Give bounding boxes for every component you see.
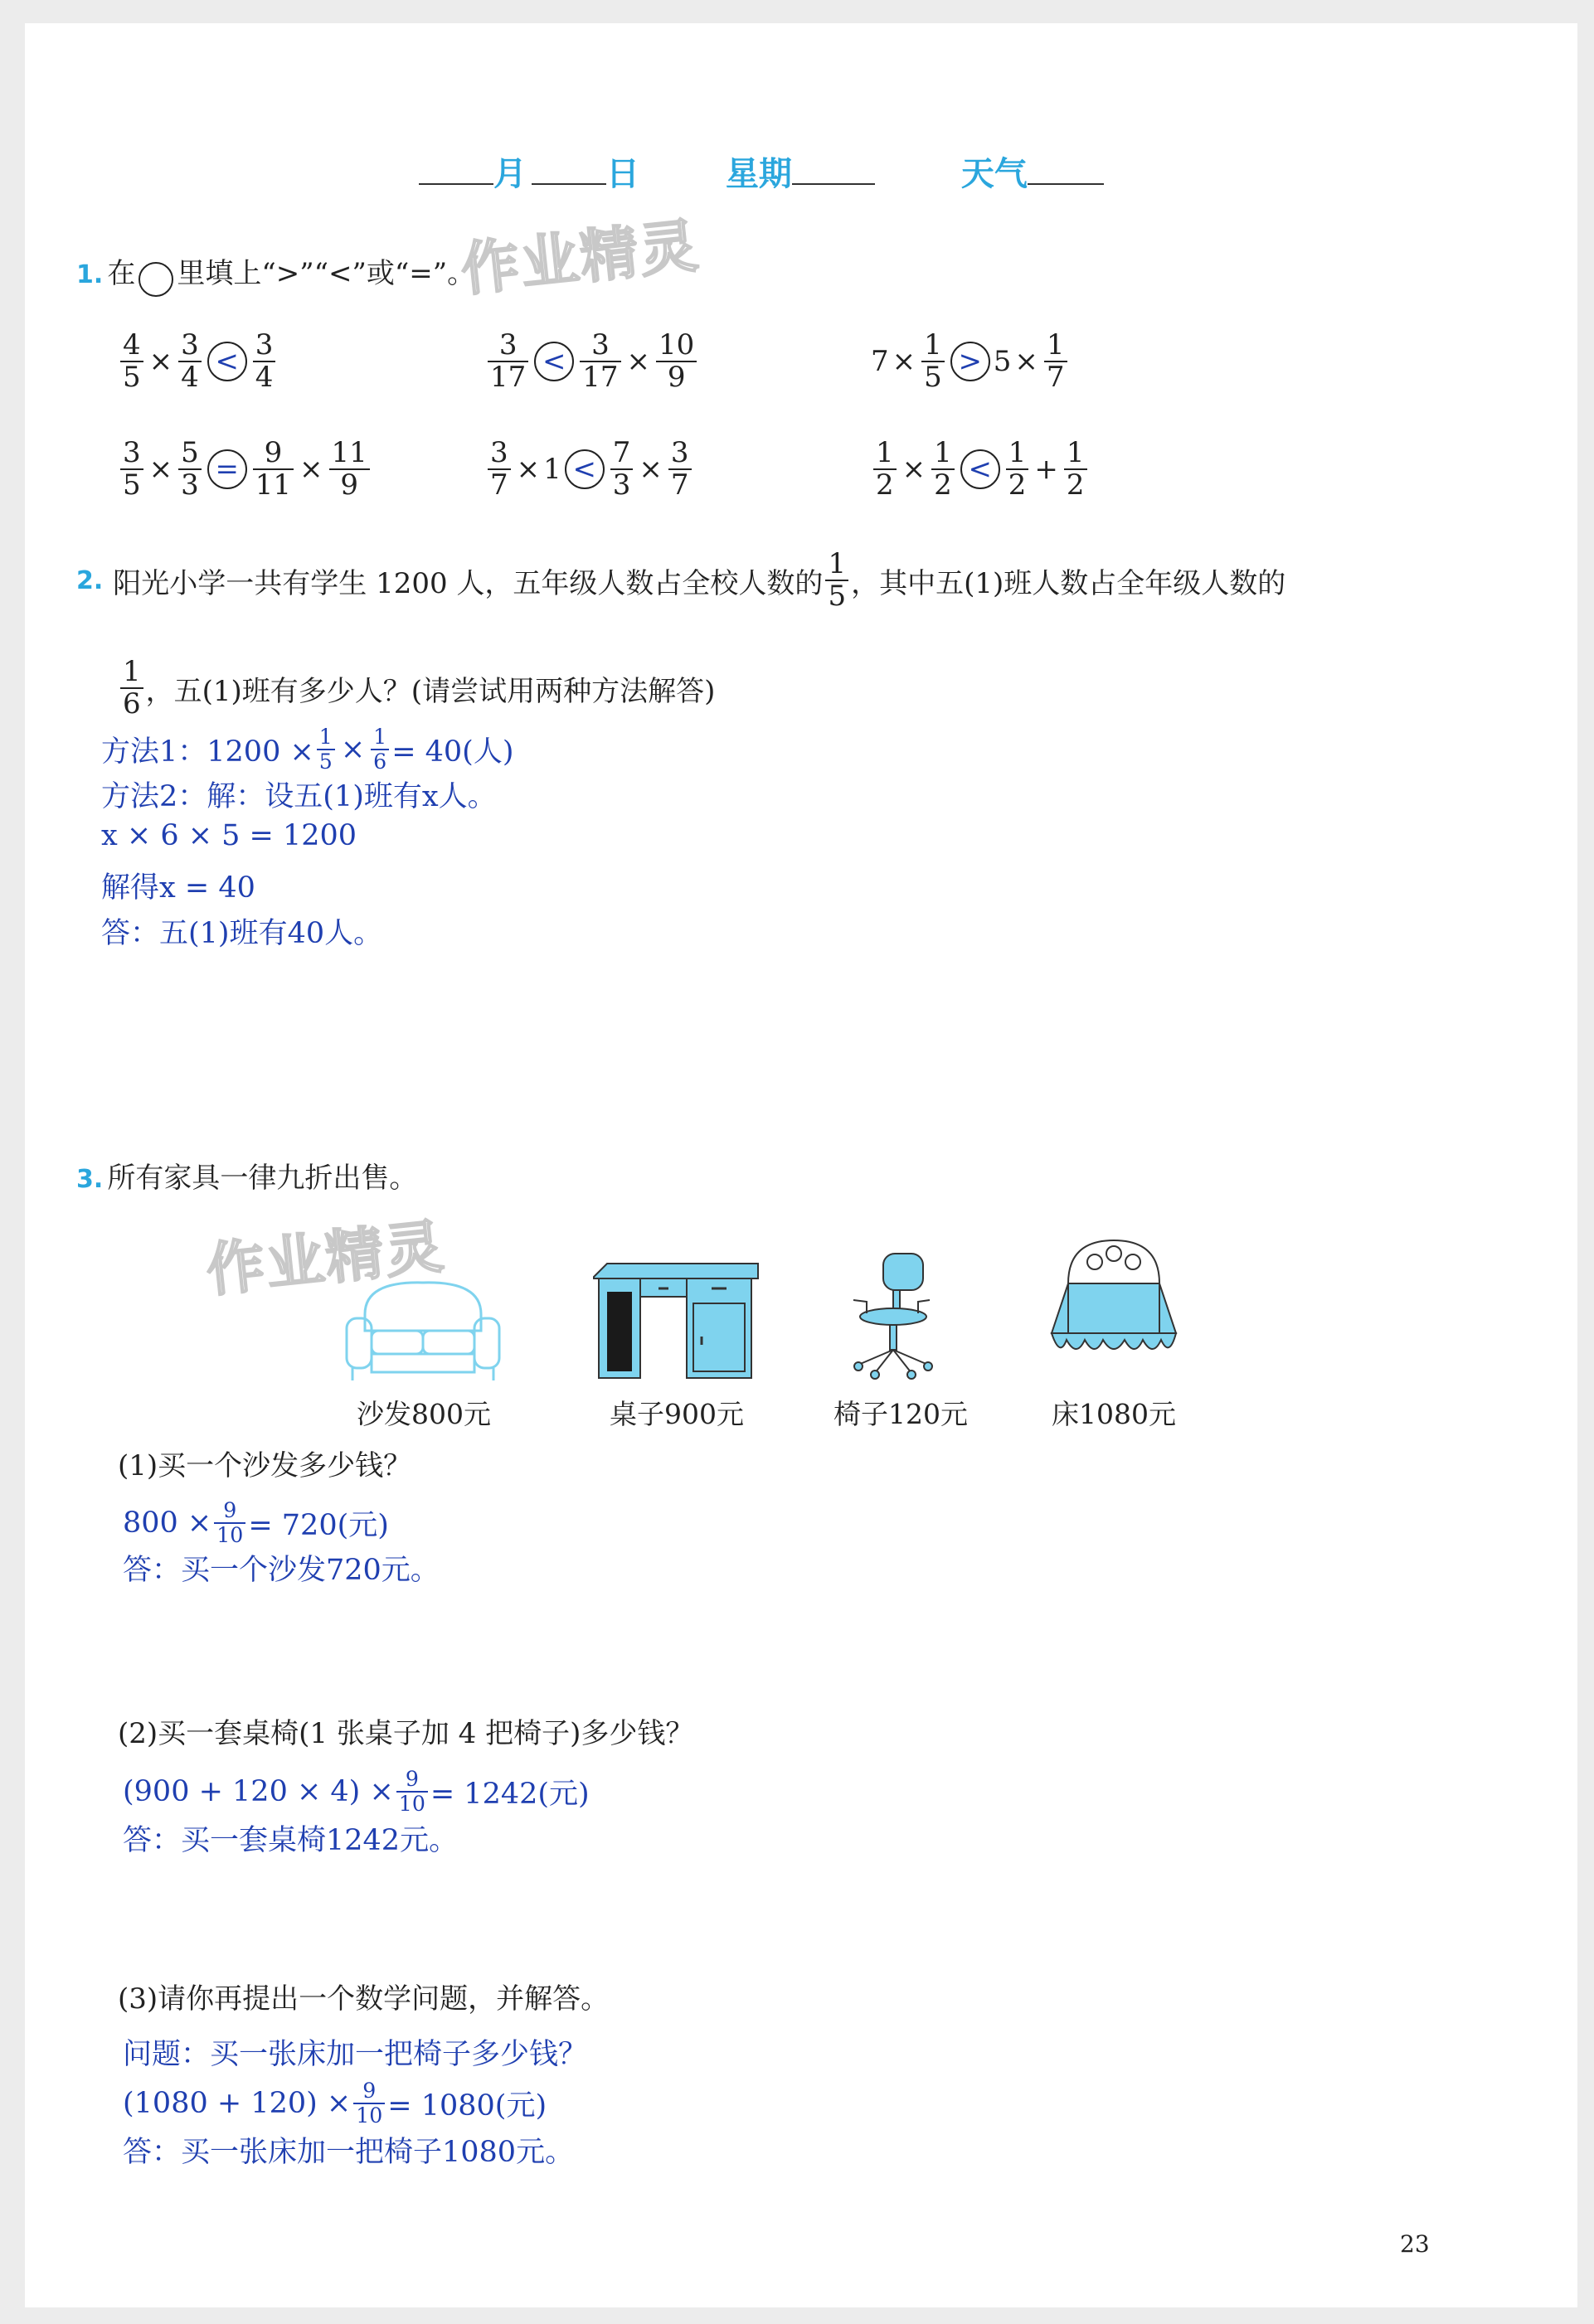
q2-text-line2: $\frac{1}{6}$ ，五(1)班有多少人？(请尝试用两种方法解答) (118, 657, 715, 720)
page-number: 23 (1400, 2230, 1430, 2258)
q3-sub1-calc-prefix: 800 × (123, 1506, 212, 1540)
q2-text-c: ，五(1)班有多少人？(请尝试用两种方法解答) (145, 674, 716, 708)
weather-label: 天气 (960, 155, 1028, 193)
desk-icon (589, 1259, 763, 1383)
q2-text-line1: 2. 阳光小学一共有学生 1200 人，五年级人数占全校人数的 $\frac{1}{5}$ ，其中五(1)班人数占全年级人数的 (76, 547, 1286, 614)
q2-answer: 答：五(1)班有40人。 (101, 917, 383, 950)
compare-circle[interactable]: < (207, 342, 247, 381)
q2-number: 2. (76, 565, 104, 595)
sofa-icon (340, 1273, 506, 1389)
weekday-label: 星期 (725, 155, 792, 193)
q3-sub3-question: (3)请你再提出一个数学问题，并解答。 (118, 1982, 610, 2016)
q3-sub2-calc-suffix: = 1242(元) (430, 1777, 590, 1811)
q1-item-4: $\frac{3}{5}$ × $\frac{5}{3}$ = $\frac{9}{11}$ × $\frac{11}{9}$ (118, 438, 372, 502)
q2-method1-suffix: = 40(人) (391, 735, 514, 769)
q3-prompt: 所有家具一律九折出售。 (107, 1162, 418, 1195)
chair-price: 椅子120元 (833, 1398, 968, 1430)
q2-method1: 方法1：1200 × $\frac{1}{5}$ × $\frac{1}{6}$ = 40(人) (101, 725, 514, 774)
q3-sub1-calc: 800 × $\frac{9}{10}$ = 720(元) (123, 1498, 389, 1547)
q2-method1-prefix: 方法1：1200 × (101, 735, 314, 769)
q1-item-1: $\frac{4}{5}$ × $\frac{3}{4}$ < $\frac{3}{4}$ (118, 330, 278, 394)
q3-sub3-answer: 答：买一张床加一把椅子1080元。 (123, 2136, 575, 2169)
q2-text-a: 阳光小学一共有学生 1200 人，五年级人数占全校人数的 (113, 566, 824, 600)
day-blank[interactable] (532, 158, 606, 185)
q3-sub2-question: (2)买一套桌椅(1 张桌子加 4 把椅子)多少钱？ (118, 1717, 694, 1750)
q1-prompt-after: 里填上“>”“<”或“=”。 (177, 257, 476, 290)
q1-item-2: $\frac{3}{17}$ < $\frac{3}{17}$ × $\frac{10}{9}$ (485, 330, 699, 394)
q2-equation: x × 6 × 5 = 1200 (101, 819, 357, 852)
q1-prompt-before: 在 (107, 257, 136, 290)
day-label: 日 (606, 155, 639, 193)
q3-sub2-calc-prefix: (900 + 120 × 4) × (123, 1774, 394, 1808)
watermark: 作业精灵 (203, 1212, 449, 1305)
blank-circle-icon (139, 262, 173, 297)
q3-sub3-calc-suffix: = 1080(元) (387, 2089, 547, 2123)
q1-item-5: $\frac{3}{7}$ × 1 < $\frac{7}{3}$ × $\frac{3}{7}$ (485, 438, 694, 502)
bed-price: 床1080元 (1052, 1398, 1176, 1430)
month-label: 月 (493, 155, 527, 193)
q3-sub2-answer: 答：买一套桌椅1242元。 (123, 1824, 459, 1857)
q3-sub1-question: (1)买一个沙发多少钱？ (118, 1449, 412, 1482)
q1-item-6: $\frac{1}{2}$ × $\frac{1}{2}$ < $\frac{1}{2}$ + $\frac{1}{2}$ (871, 438, 1090, 502)
q2-method2: 方法2：解：设五(1)班有x人。 (101, 780, 497, 813)
desk-price: 桌子900元 (610, 1398, 744, 1430)
compare-circle[interactable]: < (565, 449, 605, 489)
weekday-blank[interactable] (792, 158, 875, 185)
q2-text-b: ，其中五(1)班人数占全年级人数的 (851, 566, 1286, 600)
date-header (419, 148, 1104, 195)
q3-sub3-calc: (1080 + 120) × $\frac{9}{10}$ = 1080(元) (123, 2079, 547, 2128)
q3-prompt-line (76, 1155, 417, 1196)
q3-sub3-calc-prefix: (1080 + 120) × (123, 2086, 352, 2120)
q2-solve: 解得x = 40 (101, 871, 255, 905)
weather-blank[interactable] (1028, 158, 1104, 185)
q1-prompt (76, 250, 475, 297)
q3-sub2-calc: (900 + 120 × 4) × $\frac{9}{10}$ = 1242(元) (123, 1767, 590, 1816)
compare-circle[interactable]: < (960, 449, 1000, 489)
q3-sub1-calc-suffix: = 720(元) (248, 1508, 389, 1542)
compare-circle[interactable]: = (207, 449, 247, 489)
q1-number: 1. (76, 260, 104, 289)
q3-sub1-answer: 答：买一个沙发720元。 (123, 1554, 440, 1587)
bed-icon (1043, 1234, 1184, 1375)
compare-circle[interactable]: > (950, 342, 990, 381)
month-blank[interactable] (419, 158, 493, 185)
compare-circle[interactable]: < (534, 342, 574, 381)
q1-item-3: 7 × $\frac{1}{5}$ > 5 × $\frac{1}{7}$ (871, 330, 1070, 394)
sofa-price: 沙发800元 (357, 1398, 491, 1430)
q3-sub3-problem: 问题：买一张床加一把椅子多少钱？ (123, 2038, 588, 2071)
q3-number: 3. (76, 1165, 104, 1194)
chair-icon (842, 1250, 941, 1383)
watermark: 作业精灵 (458, 211, 703, 304)
